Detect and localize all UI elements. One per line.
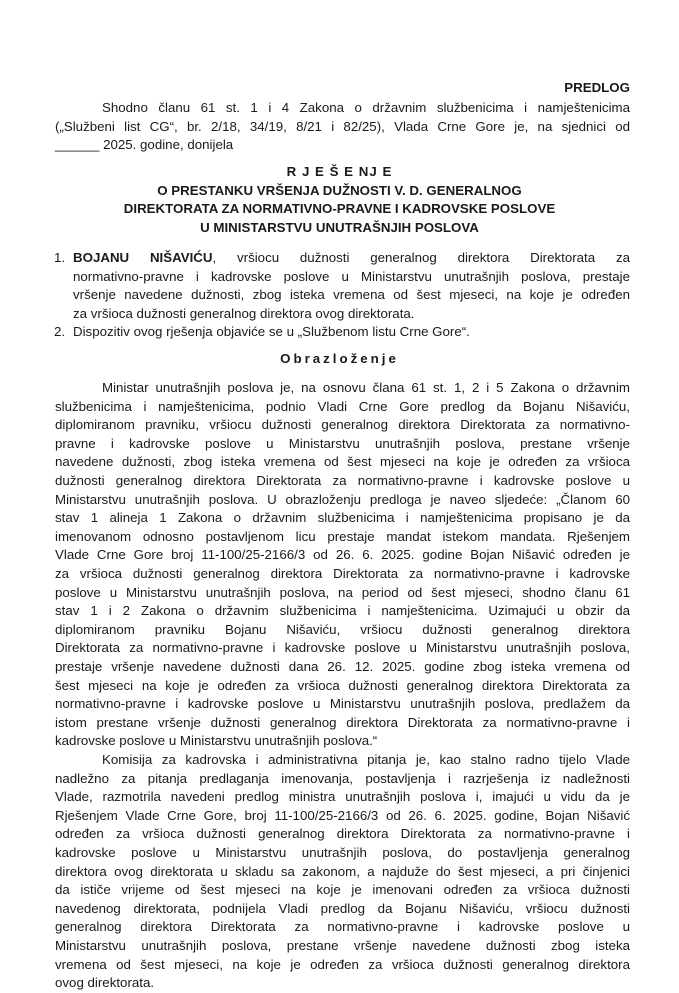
paragraph-line: Ministarstvu unutrašnjih poslova. U obrazloženju predloga je naveo sljedeće: „Članom 60 [55, 491, 630, 507]
item-line: normativno-pravne i kadrovske poslove u Ministarstvu unutrašnjih poslova, prestaje [73, 268, 630, 284]
reasoning-heading: Obrazloženje [280, 351, 399, 366]
paragraph-line: šest mjeseci na koje je određen za vršioca dužnosti generalnog direktora Direktorata za [55, 677, 630, 693]
paragraph-line: za vršioca dužnosti generalnog direktora Direktorata za normativno-pravne i kadrovske [55, 565, 630, 581]
paragraph-line: nadležno za pitanja predlaganja imenovanja, postavljenja i razrješenja iz nadležnosti [55, 770, 630, 786]
paragraph-line: službenicima i namještenicima, podnio Vladi Crne Gore predlog da Bojanu Nišaviću, [55, 398, 630, 414]
title-line: O PRESTANKU VRŠENJA DUŽNOSTI V. D. GENERALNOG [157, 182, 522, 198]
paragraph-line: Rješenjem Vlade Crne Gore, broj 11-100/25-2166/3 od 26. 6. 2025. godine, Bojan Nišavić [55, 807, 630, 823]
item-line: za vršioca dužnosti generalnog direktora ovog direktorata. [73, 305, 415, 321]
paragraph-line: Ministar unutrašnjih poslova je, na osnovu člana 61 st. 1, 2 i 5 Zakona o državnim [102, 380, 630, 395]
list-item [54, 249, 630, 323]
title-line: U MINISTARSTVU UNUTRAŠNJIH POSLOVA [200, 219, 479, 235]
paragraph-line: Vlade Crne Gore broj 11-100/25-2166/3 od 26. 6. 2025. godine Bojan Nišavić određen je [55, 547, 630, 563]
person-name: BOJANU NIŠAVIĆU [73, 250, 213, 265]
paragraph-line: stav 1 alineja 1 Zakona o državnim službenicima i namještenicima propisano je da [55, 510, 630, 526]
paragraph-line: generalnog direktora Direktorata za normativno-pravne i kadrovske poslove u [55, 919, 630, 935]
paragraph-line: Komisija za kadrovska i administrativna pitanja je, kao stalno radno tijelo Vlade [102, 752, 630, 767]
preamble-line: Shodno članu 61 st. 1 i 4 Zakona o državnim službenicima i namještenicima [102, 100, 630, 115]
paragraph-line: navedene dužnosti, zbog isteka vremena od šest mjeseci na koje je određen za vršioca [55, 454, 630, 470]
paragraph-line: kadrovske poslove u Ministarstvu unutrašnjih poslova.“ [55, 733, 378, 749]
paragraph-line: Ministarstvu unutrašnjih poslova, prestane vršenje navedene dužnosti zbog isteka [55, 937, 630, 953]
paragraph-line: vremena od šest mjeseci, na koje je određen za vršioca dužnosti generalnog direktora [55, 956, 630, 972]
reasoning-paragraph-1 [55, 379, 630, 751]
paragraph-line: navedenog direktorata, podnijela Vladi predlog da Bojanu Nišaviću, vršiocu dužnosti [55, 900, 630, 916]
item-number: 1. [54, 250, 66, 265]
paragraph-line: ovog direktorata. [55, 975, 155, 991]
paragraph-line: direktora ovog direktorata u skladu sa zakonom, a najduže do šest mjeseci, a pri činjenici [55, 863, 630, 879]
paragraph-line: pravne i kadrovske poslove u Ministarstvu unutrašnjih poslova, prestane vršenje [55, 435, 630, 451]
paragraph-line: određen za vršioca dužnosti generalnog direktora Direktorata za normativno-pravne i [55, 826, 630, 842]
preamble-line: („Službeni list CG“, br. 2/18, 34/19, 8/21 i 82/25), Vlada Crne Gore je, na sjednici od [55, 118, 630, 134]
paragraph-line: prestaje vršenje navedene dužnosti dana 26. 12. 2025. godine zbog isteka vremena od [55, 658, 630, 674]
decision-title [0, 163, 679, 237]
decision-items [54, 249, 630, 342]
item-line [73, 249, 630, 268]
preamble-line: ______ 2025. godine, donijela [55, 137, 234, 153]
title-line: R J E Š E NJ E [286, 164, 393, 179]
paragraph-line: poslove u Ministarstvu unutrašnjih poslova, na period od šest mjeseci, shodno članu 61 [55, 584, 630, 600]
paragraph-line: dužnosti generalnog direktora Direktorata za normativno-pravne i kadrovske poslove u [55, 472, 630, 488]
item-line: vršenje navedene dužnosti, zbog isteka vremena od šest mjeseci, na koje je određen [73, 287, 630, 303]
preamble [55, 99, 630, 155]
item-text: , vršiocu dužnosti generalnog direktora Direktorata za [212, 250, 630, 265]
list-item [54, 323, 630, 342]
reasoning-paragraph-2 [55, 751, 630, 993]
paragraph-line: kadrovske poslove u Ministarstvu unutrašnjih poslova, do postavljenja generalnog [55, 844, 630, 860]
paragraph-line: stav 1 i 2 Zakona o državnim službenicima i namještenicima. Uzimajući u obzir da [55, 603, 630, 619]
paragraph-line: diplomiranom pravniku Bojanu Nišaviću, vršiocu dužnosti generalnog direktora [55, 621, 630, 637]
paragraph-line: da ističe vrijeme od šest mjeseci na koje je imenovani određen za vršioca dužnosti [55, 882, 630, 898]
paragraph-line: Direktorata za normativno-pravne i kadrovske poslove u Ministarstvu unutrašnjih poslova, [55, 640, 630, 656]
item-number: 2. [54, 324, 66, 340]
document-label: PREDLOG [564, 80, 630, 95]
paragraph-line: istom prestane vršenje dužnosti generalnog direktora Direktorata za normativno-pravne i [55, 714, 630, 730]
paragraph-line: diplomiranom pravniku, vršiocu dužnosti generalnog direktora Direktorata za normativno- [55, 417, 630, 433]
title-line: DIREKTORATA ZA NORMATIVNO-PRAVNE I KADROVSKE POSLOVE [123, 201, 556, 217]
paragraph-line: normativno-pravne i kadrovske poslove u Ministarstvu unutrašnjih poslova, predlažem da [55, 696, 630, 712]
paragraph-line: Vlade, razmotrila navedeni predlog ministra unutrašnjih poslova i, imajući u vidu da je [55, 789, 630, 805]
item-line: Dispozitiv ovog rješenja objaviće se u „Službenom listu Crne Gore“. [73, 324, 470, 340]
paragraph-line: imenovanom odnosno postavljenom licu prestaje mandat istekom mandata. Rješenjem [55, 528, 630, 544]
